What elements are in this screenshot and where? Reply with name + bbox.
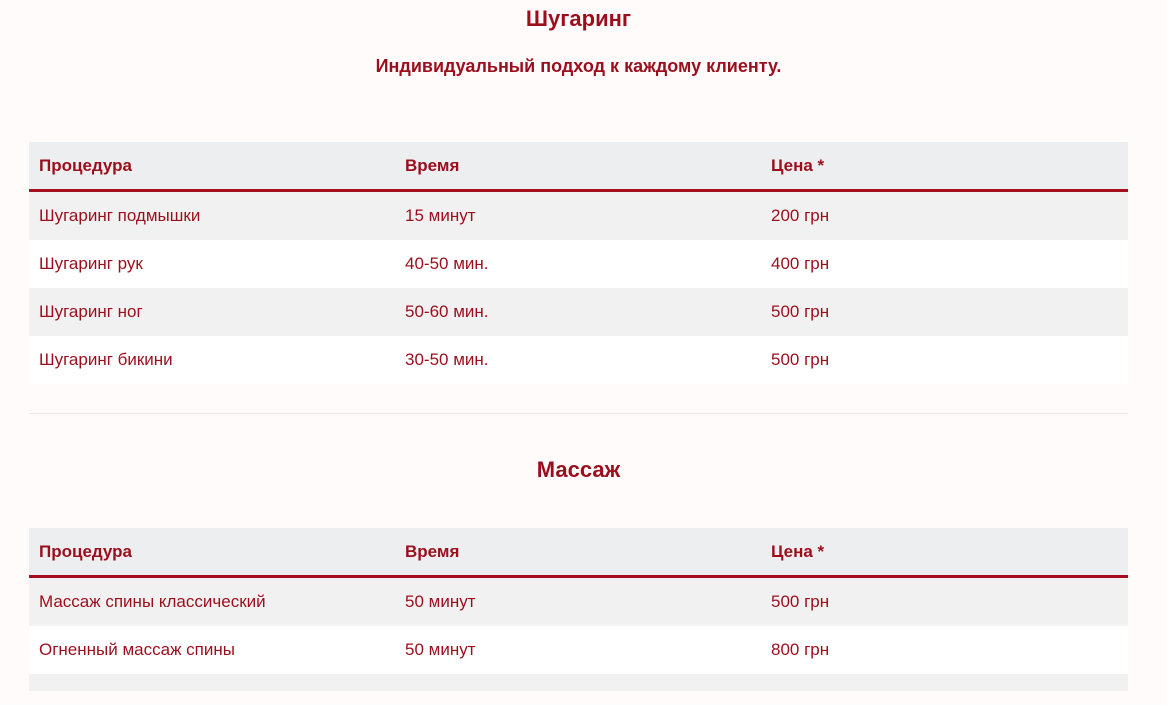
procedure-cell: Шугаринг ног (39, 302, 143, 321)
price-cell: 200 грн (771, 206, 830, 225)
table-row (29, 288, 1128, 336)
time-cell: 50 минут (405, 592, 476, 611)
price-cell: 500 грн (771, 592, 830, 611)
procedure-cell: Шугаринг подмышки (39, 206, 201, 225)
table-header-row (29, 142, 1128, 191)
price-cell: 500 грн (771, 350, 830, 369)
table-row (29, 626, 1128, 674)
time-cell: 40-50 мин. (405, 254, 489, 273)
massage-title: Массаж (536, 457, 621, 482)
table-row (29, 577, 1128, 627)
table-header-row (29, 528, 1128, 577)
table-row-partial (29, 674, 1128, 691)
sugaring-title: Шугаринг (525, 6, 632, 31)
header-procedure: Процедура (29, 142, 395, 191)
table-row (29, 191, 1128, 241)
procedure-cell: Шугаринг рук (39, 254, 143, 273)
procedure-cell: Огненный массаж спины (39, 640, 235, 659)
price-cell: 400 грн (771, 254, 830, 273)
price-cell: 800 грн (771, 640, 830, 659)
sugaring-subtitle: Индивидуальный подход к каждому клиенту. (375, 56, 782, 76)
section-divider (29, 413, 1128, 414)
sugaring-price-table (29, 142, 1128, 384)
time-cell: 50 минут (405, 640, 476, 659)
procedure-cell: Массаж спины классический (39, 592, 266, 611)
table-row (29, 336, 1128, 384)
time-cell: 15 минут (405, 206, 476, 225)
header-price: Цена * (761, 142, 1128, 191)
massage-price-table (29, 528, 1128, 691)
table-row (29, 240, 1128, 288)
time-cell: 50-60 мин. (405, 302, 489, 321)
time-cell: 30-50 мин. (405, 350, 489, 369)
price-cell: 500 грн (771, 302, 830, 321)
header-procedure: Процедура (29, 528, 395, 577)
header-time: Время (395, 142, 761, 191)
header-price: Цена * (761, 528, 1128, 577)
procedure-cell: Шугаринг бикини (39, 350, 173, 369)
header-time: Время (395, 528, 761, 577)
